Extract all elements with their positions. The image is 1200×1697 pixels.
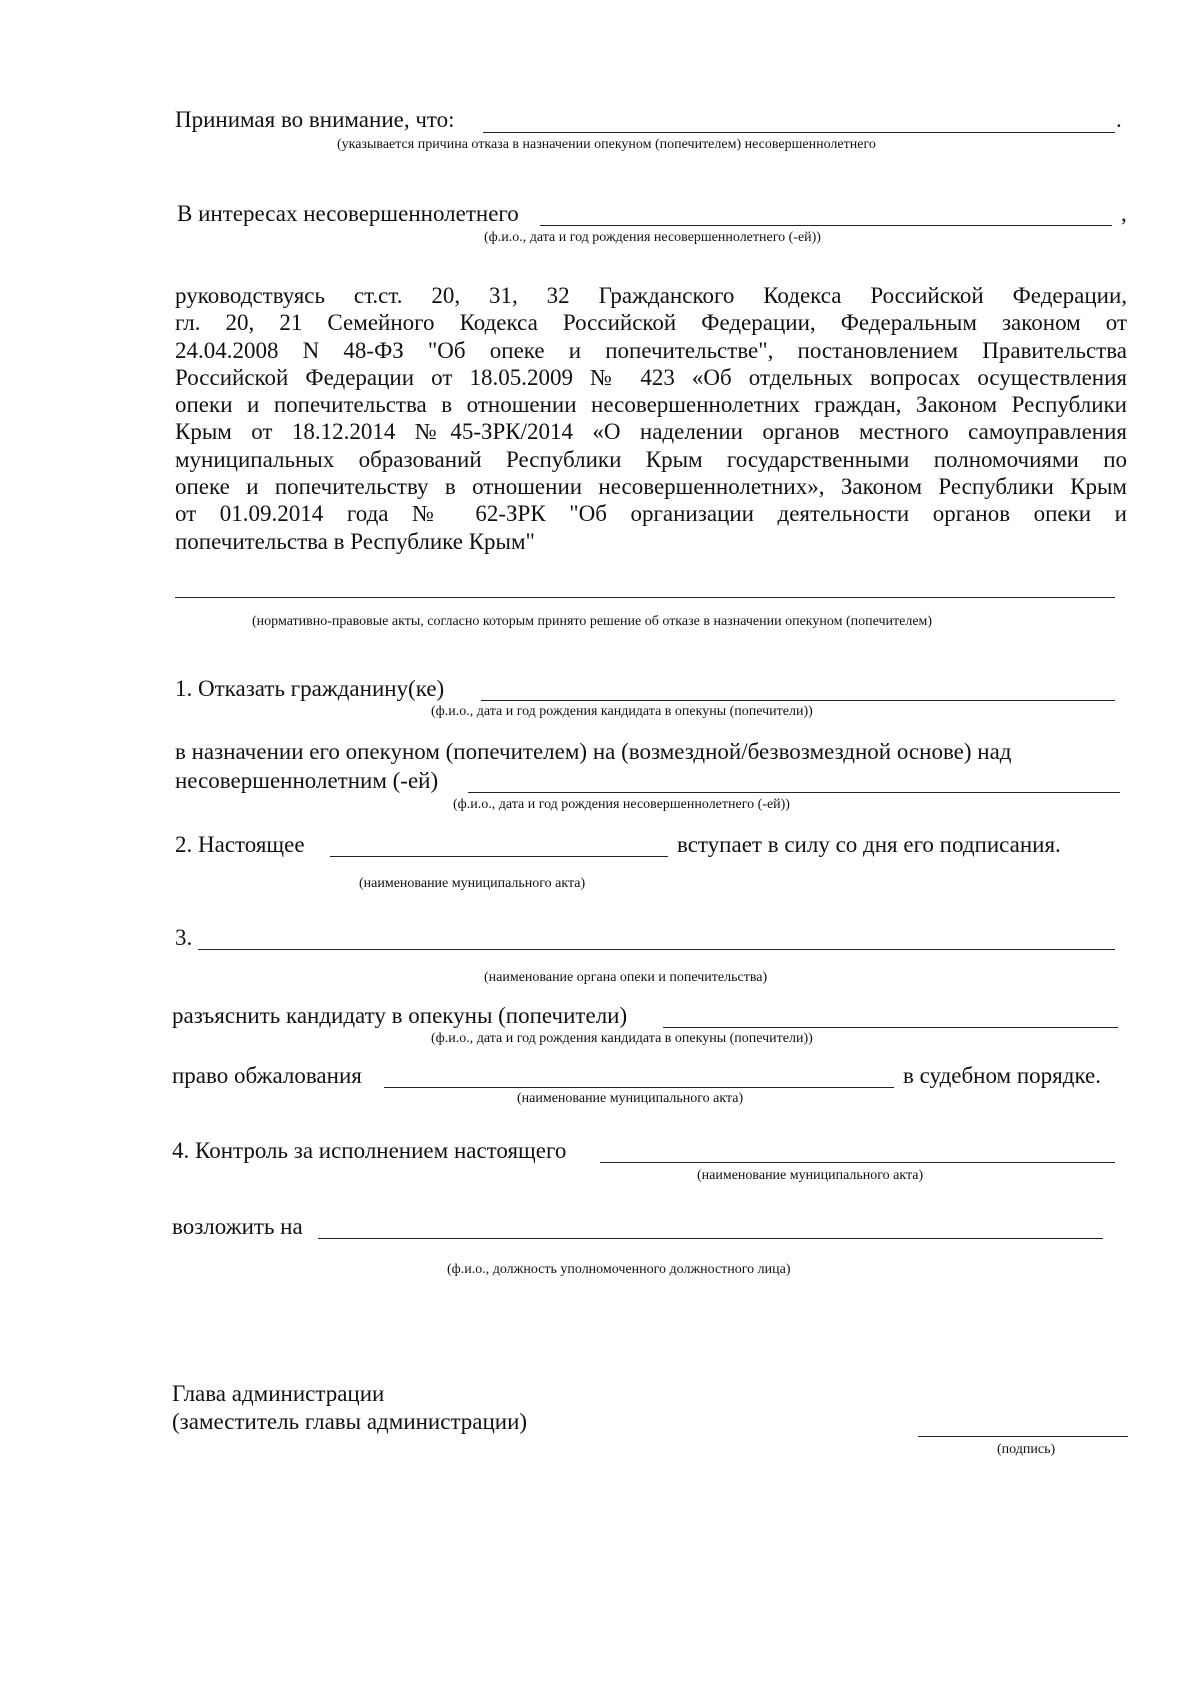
legal-basis-line: от 01.09.2014 года № 62-ЗРК "Об организации деятельности органов опеки и xyxy=(175,501,1127,527)
item3-blank-line xyxy=(198,949,1115,950)
item4-line2: возложить на xyxy=(172,1214,303,1239)
intro-end-mark: . xyxy=(1116,107,1122,132)
item2-end: вступает в силу со дня его подписания. xyxy=(677,832,1061,857)
item3-label: 3. xyxy=(175,925,193,950)
item3-end3: в судебном порядке. xyxy=(903,1063,1102,1088)
signature-title2: (заместитель главы администрации) xyxy=(172,1409,528,1434)
legal-basis-paragraph xyxy=(175,282,1127,555)
legal-basis-line: руководствуясь ст.ст. 20, 31, 32 Гражданского Кодекса Российской Федерации, xyxy=(175,283,1127,308)
legal-basis-blank-line xyxy=(175,597,1115,598)
item3-hint: (наименование органа опеки и попечительства) xyxy=(484,970,768,985)
item1-line3: несовершеннолетним (-ей) xyxy=(175,768,439,793)
item4-line2-blank xyxy=(318,1238,1103,1239)
legal-basis-line: гл. 20, 21 Семейного Кодекса Российской Федерации, Федеральным законом от xyxy=(175,310,1127,336)
legal-basis-line: Крым от 18.12.2014 №45-ЗРК/2014 «О наделении органов местного самоуправления xyxy=(175,419,1127,445)
legal-basis-hint: (нормативно-правовые акты, согласно которым принято решение об отказе в назначении опекуном (попечителем) xyxy=(252,614,933,629)
item1-label: 1. Отказать гражданину(ке) xyxy=(175,676,445,701)
item3-line3-blank xyxy=(384,1087,894,1088)
interest-blank-line xyxy=(540,225,1112,226)
legal-basis-line: опеки и попечительства в отношении несовершеннолетних граждан, Законом Республики xyxy=(175,392,1127,418)
item4-blank-line xyxy=(600,1162,1115,1163)
interest-end-mark: , xyxy=(1121,201,1127,226)
item1-hint: (ф.и.о., дата и год рождения кандидата в опекуны (попечители)) xyxy=(431,704,813,719)
interest-hint: (ф.и.о., дата и год рождения несовершеннолетнего (-ей)) xyxy=(484,230,821,245)
intro-label: Принимая во внимание, что: xyxy=(175,107,455,132)
legal-basis-line: попечительства в Республике Крым" xyxy=(175,528,535,554)
intro-hint: (указывается причина отказа в назначении опекуном (попечителем) несовершеннолетнего xyxy=(337,137,876,152)
intro-blank-line xyxy=(483,132,1115,133)
item4-hint: (наименование муниципального акта) xyxy=(697,1168,924,1183)
item4-hint2: (ф.и.о., должность уполномоченного должностного лица) xyxy=(447,1262,791,1277)
legal-basis-line: опеке и попечительству в отношении несовершеннолетних», Законом Республики Крым xyxy=(175,474,1127,500)
item3-line2: разъяснить кандидату в опекуны (попечители) xyxy=(172,1003,628,1028)
signature-hint: (подпись) xyxy=(997,1442,1056,1457)
item3-line2-blank xyxy=(663,1027,1118,1028)
legal-basis-line: Российской Федерации от 18.05.2009 № 423 «Об отдельных вопросах осуществления xyxy=(175,364,1127,390)
item1-blank-line xyxy=(481,700,1115,701)
item3-line3: право обжалования xyxy=(172,1063,362,1088)
item1-line2: в назначении его опекуном (попечителем) на (возмездной/безвозмездной основе) над xyxy=(175,739,1012,764)
legal-basis-line: 24.04.2008 N 48-ФЗ "Об опеке и попечительстве", постановлением Правительства xyxy=(175,337,1127,363)
item2-blank-line xyxy=(330,856,668,857)
item2-hint: (наименование муниципального акта) xyxy=(359,876,586,891)
item3-hint3: (наименование муниципального акта) xyxy=(517,1091,744,1106)
interest-label: В интересах несовершеннолетнего xyxy=(177,201,519,226)
signature-title1: Глава администрации xyxy=(172,1381,385,1406)
item3-hint2: (ф.и.о., дата и год рождения кандидата в опекуны (попечители)) xyxy=(431,1031,813,1046)
item4-label: 4. Контроль за исполнением настоящего xyxy=(172,1138,567,1163)
legal-basis-line: муниципальных образований Республики Крым государственными полномочиями по xyxy=(175,446,1127,472)
item1-hint2: (ф.и.о., дата и год рождения несовершеннолетнего (-ей)) xyxy=(453,797,790,812)
item1-minor-blank-line xyxy=(468,792,1120,793)
signature-line xyxy=(918,1436,1128,1437)
item2-label: 2. Настоящее xyxy=(175,832,305,857)
